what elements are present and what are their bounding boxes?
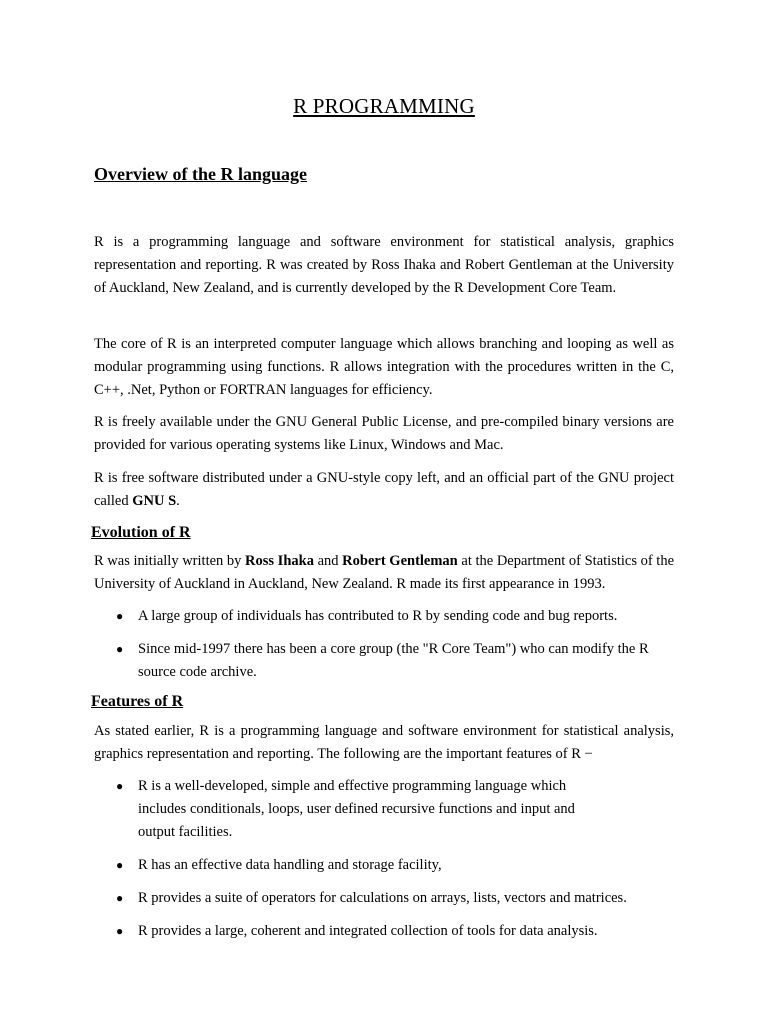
features-heading: Features of R [91,693,184,710]
overview-paragraph-3: R is freely available under the GNU General Public License, and pre-compiled binary versions are provided for various operating systems like Linux, Windows and Mac. [94,414,674,453]
overview-heading: Overview of the R language [94,164,307,184]
overview-paragraph-4-text: R is free software distributed under a GNU-style copy left, and an official part of the GNU project called [94,470,674,509]
list-item [94,920,674,943]
list-item-text: Since mid-1997 there has been a core group (the "R Core Team") who can modify the R source code archive. [138,641,649,680]
features-bullet-list [94,775,674,943]
list-item [94,854,674,877]
evolution-text-1: R was initially written by [94,553,246,569]
list-item [94,638,674,684]
features-paragraph: As stated earlier, R is a programming language and software environment for statistical analysis, graphics representation and reporting. The following are the important features of R − [94,723,674,762]
list-item-text: A large group of individuals has contributed to R by sending code and bug reports. [138,608,618,624]
bullet-icon: ● [116,779,124,793]
bullet-icon: ● [116,609,124,623]
list-item [94,605,674,628]
list-item-text: R provides a suite of operators for calculations on arrays, lists, vectors and matrices. [138,890,627,906]
bullet-icon: ● [116,858,124,872]
evolution-text-2: and [313,553,343,569]
evolution-heading: Evolution of R [91,524,191,541]
page-title: R PROGRAMMING [293,94,475,118]
list-item-text: R has an effective data handling and storage facility, [138,857,442,873]
overview-paragraph-4-end: . [176,493,180,509]
bullet-icon: ● [116,924,124,938]
evolution-paragraph [94,550,674,596]
list-item [94,887,674,910]
overview-paragraph-4 [94,467,674,513]
overview-paragraph-2: The core of R is an interpreted computer language which allows branching and looping as well as modular programming using functions. R allows integration with the procedures written in the C, C++, .Net, Python or FORTRAN languages for efficiency. [94,336,674,398]
bullet-icon: ● [116,642,124,656]
list-item-text: R is a well-developed, simple and effective programming language which includes conditionals, loops, user defined recursive functions and input and output facilities. [138,778,575,840]
evolution-text-3: at the Department of Statistics of the University of Auckland in Auckland, New Zealand. R made its first appearance in 1993. [94,553,675,592]
robert-gentleman-name: Robert Gentleman [342,553,458,569]
list-item [94,775,674,844]
list-item-text: R provides a large, coherent and integrated collection of tools for data analysis. [138,923,598,939]
gnu-s-term: GNU S [132,493,177,509]
bullet-icon: ● [116,891,124,905]
overview-paragraph-1: R is a programming language and software environment for statistical analysis, graphics representation and reporting. R was created by Ross Ihaka and Robert Gentleman at the University of Auckland, New Zealand, and is currently developed by the R Development Core Team. [94,234,674,296]
ross-ihaka-name: Ross Ihaka [245,553,314,569]
evolution-bullet-list [94,605,674,684]
